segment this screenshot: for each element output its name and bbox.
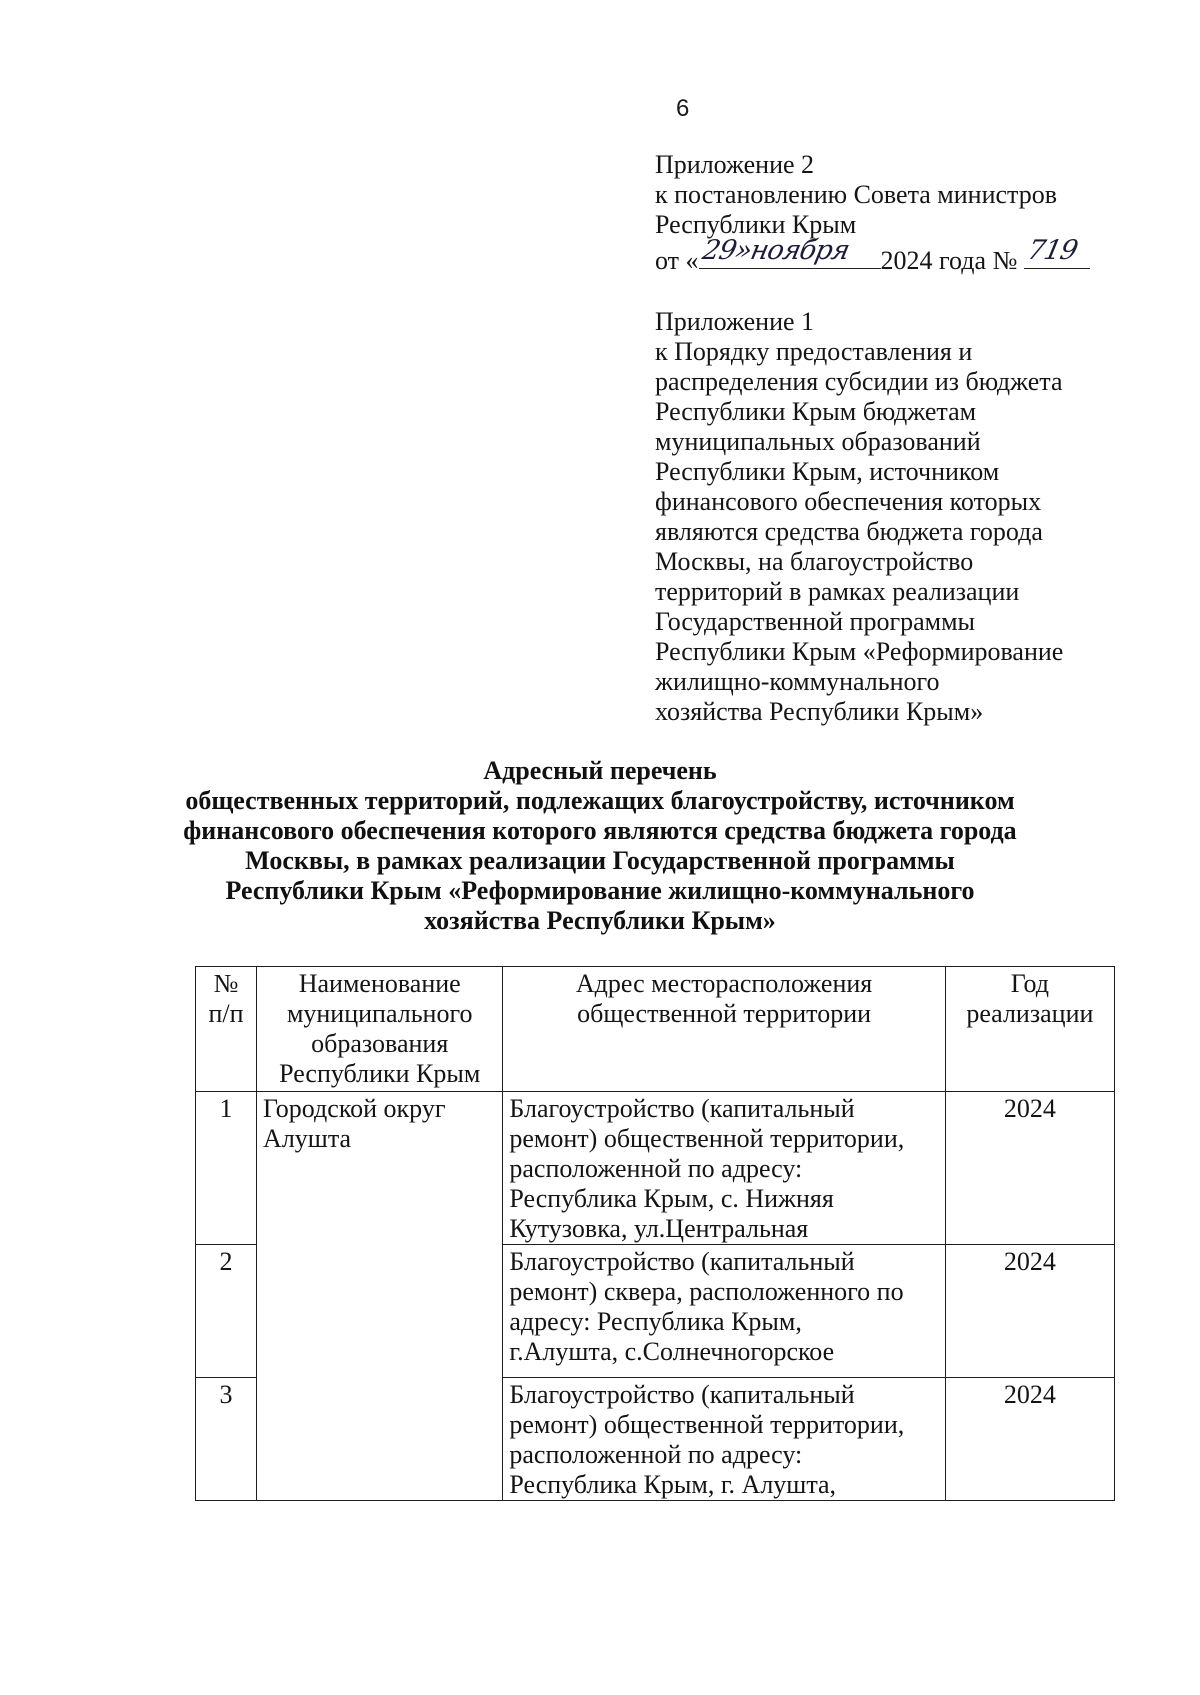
appendix-1-line: Приложение 1 bbox=[655, 307, 815, 336]
date-prefix: от « bbox=[655, 246, 699, 275]
municipality-line: Городской округ bbox=[263, 1094, 446, 1123]
appendix-1-line: хозяйства Республики Крым» bbox=[655, 697, 984, 726]
header-line: общественной территории bbox=[577, 999, 872, 1028]
address-line: Благоустройство (капитальный bbox=[509, 1094, 855, 1123]
year-cell: 2024 bbox=[945, 1092, 1114, 1245]
header-line: муниципального bbox=[286, 999, 473, 1028]
appendix-1-line: Москвы, на благоустройство bbox=[655, 547, 974, 576]
appendix-1-line: территорий в рамках реализации bbox=[655, 577, 1020, 606]
title-line: общественных территорий, подлежащих благоустройству, источником bbox=[185, 786, 1015, 815]
address-cell bbox=[503, 1245, 945, 1378]
address-list-table bbox=[195, 966, 1115, 1501]
row-number: 3 bbox=[196, 1378, 257, 1501]
address-line: г.Алушта, с.Солнечногорское bbox=[509, 1337, 835, 1366]
date-year: 2024 года № bbox=[880, 246, 1018, 275]
header-line: образования bbox=[311, 1029, 449, 1058]
appendix-2-line: Приложение 2 bbox=[655, 150, 815, 179]
appendix-1-line: к Порядку предоставления и bbox=[655, 337, 973, 366]
appendix-1-line: являются средства бюджета города bbox=[655, 517, 1043, 546]
appendix-1-line: Государственной программы bbox=[655, 607, 976, 636]
address-line: Республика Крым, с. Нижняя bbox=[509, 1184, 834, 1213]
header-line: Наименование bbox=[298, 969, 461, 998]
address-line: Республика Крым, г. Алушта, bbox=[509, 1470, 837, 1499]
handwritten-number: 719 bbox=[1024, 235, 1080, 266]
handwritten-number-field bbox=[1024, 235, 1090, 269]
appendix-1-block bbox=[655, 307, 1125, 727]
table-row bbox=[196, 1092, 1115, 1245]
header-line: Адрес месторасположения bbox=[575, 969, 873, 998]
address-cell bbox=[503, 1092, 945, 1245]
title-line: Москвы, в рамках реализации Государственной программы bbox=[245, 846, 955, 875]
address-line: ремонт) общественной территории, bbox=[509, 1410, 905, 1439]
address-line: расположенной по адресу: bbox=[509, 1440, 803, 1469]
title-line: хозяйства Республики Крым» bbox=[424, 906, 776, 935]
appendix-1-line: Республики Крым бюджетам bbox=[655, 397, 977, 426]
address-line: Кутузовка, ул.Центральная bbox=[509, 1214, 809, 1243]
title-line: Адресный перечень bbox=[483, 756, 717, 785]
header-line: № bbox=[213, 969, 239, 998]
address-line: ремонт) общественной территории, bbox=[509, 1124, 905, 1153]
appendix-1-line: финансового обеспечения которых bbox=[655, 487, 1042, 516]
header-address bbox=[503, 967, 945, 1092]
address-line: ремонт) сквера, расположенного по bbox=[509, 1277, 904, 1306]
year-cell: 2024 bbox=[945, 1378, 1114, 1501]
appendix-1-line: муниципальных образований bbox=[655, 427, 981, 456]
header-num bbox=[196, 967, 257, 1092]
appendix-1-line: Республики Крым, источником bbox=[655, 457, 1000, 486]
header-line: Год bbox=[1010, 969, 1049, 998]
address-line: Благоустройство (капитальный bbox=[509, 1247, 855, 1276]
address-line: адресу: Республика Крым, bbox=[509, 1307, 802, 1336]
header-line: реализации bbox=[966, 999, 1094, 1028]
resolution-date-line bbox=[655, 235, 1125, 276]
appendix-1-line: Республики Крым «Реформирование bbox=[655, 637, 1064, 666]
appendix-2-line: Республики Крым bbox=[655, 210, 857, 239]
year-cell: 2024 bbox=[945, 1245, 1114, 1378]
municipality-line: Алушта bbox=[263, 1124, 352, 1153]
header-line: Республики Крым bbox=[279, 1059, 481, 1088]
handwritten-date-field bbox=[699, 235, 881, 269]
address-cell bbox=[503, 1378, 945, 1501]
row-number: 1 bbox=[196, 1092, 257, 1245]
address-line: расположенной по адресу: bbox=[509, 1154, 803, 1183]
table-header-row bbox=[196, 967, 1115, 1092]
appendix-2-block bbox=[655, 150, 1125, 276]
document-title bbox=[170, 756, 1030, 936]
title-line: Республики Крым «Реформирование жилищно-коммунального bbox=[225, 876, 975, 905]
title-line: финансового обеспечения которого являются средства бюджета города bbox=[183, 816, 1017, 845]
header-year bbox=[945, 967, 1114, 1092]
appendix-2-line: к постановлению Совета министров bbox=[655, 180, 1057, 209]
appendix-1-line: распределения субсидии из бюджета bbox=[655, 367, 1063, 396]
address-line: Благоустройство (капитальный bbox=[509, 1380, 855, 1409]
municipality-cell bbox=[257, 1092, 503, 1501]
appendix-1-line: жилищно-коммунального bbox=[655, 667, 940, 696]
header-municipality bbox=[257, 967, 503, 1092]
row-number: 2 bbox=[196, 1245, 257, 1378]
page-number: 6 bbox=[676, 95, 690, 122]
handwritten-date: 29»ноября bbox=[699, 235, 852, 266]
header-line: п/п bbox=[208, 999, 244, 1028]
